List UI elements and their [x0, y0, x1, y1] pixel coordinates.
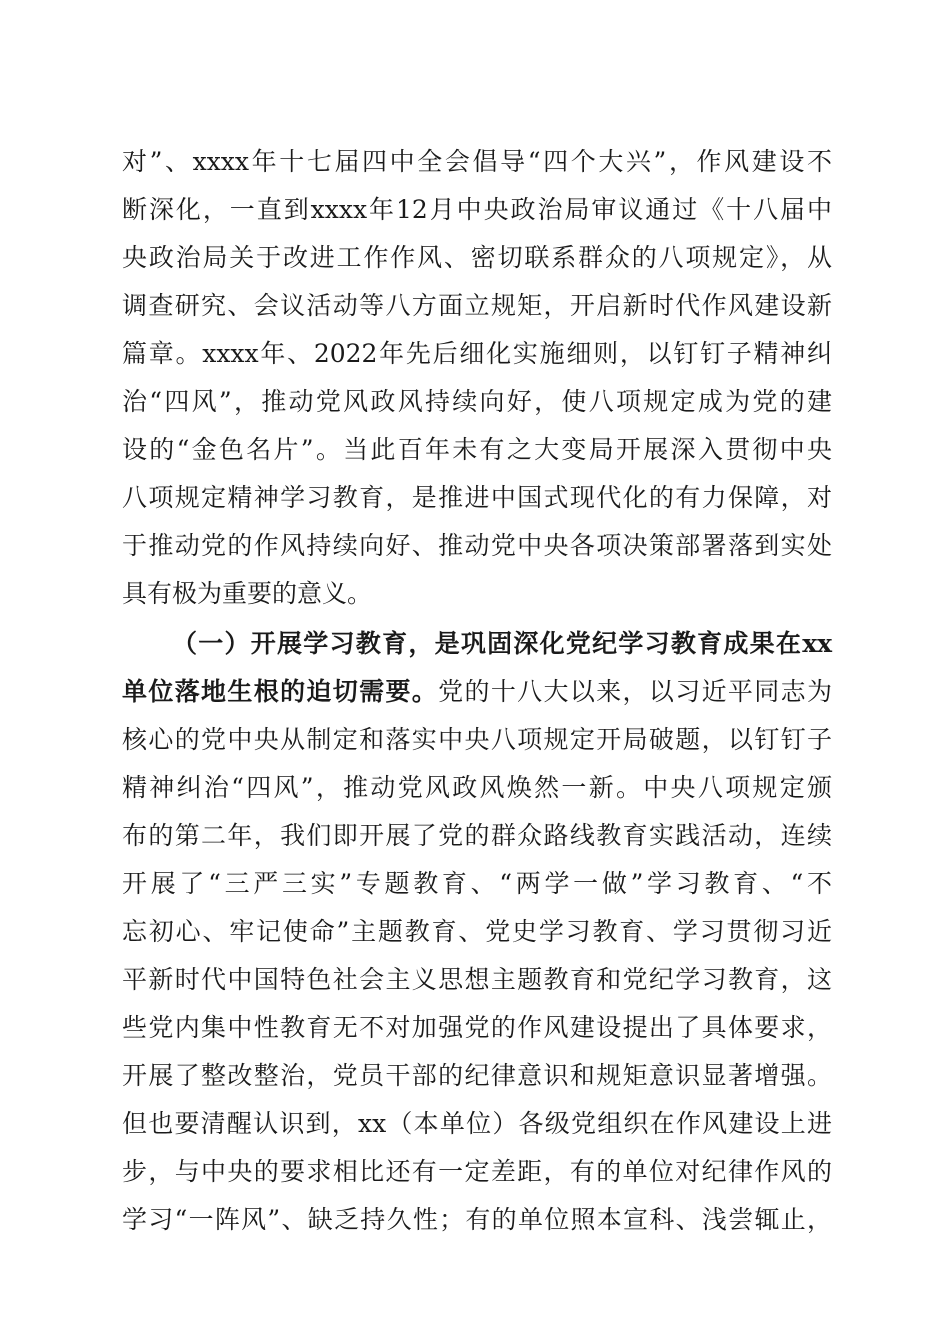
paragraph-line: 设的“金色名片”。当此百年未有之大变局开展深入贯彻中央	[122, 435, 832, 464]
paragraph-line: 断深化，一直到xxxx年12月中央政治局审议通过《十八届中	[122, 195, 832, 224]
paragraph-line: 具有极为重要的意义。	[122, 579, 373, 608]
paragraph-line: 核心的党中央从制定和落实中央八项规定开局破题，以钉钉子	[122, 725, 832, 754]
paragraph-line: 治“四风”，推动党风政风持续向好，使八项规定成为党的建	[122, 387, 832, 416]
paragraph-line: 于推动党的作风持续向好、推动党中央各项决策部署落到实处	[122, 531, 832, 560]
paragraph-line: 些党内集中性教育无不对加强党的作风建设提出了具体要求，	[122, 1013, 832, 1042]
paragraph-line	[122, 670, 832, 714]
paragraph-text: 党的十八大以来，以习近平同志为	[438, 677, 832, 706]
section-heading-continued: 单位落地生根的迫切需要。	[122, 677, 439, 706]
paragraph-line: 央政治局关于改进工作作风、密切联系群众的八项规定》，从	[122, 243, 832, 272]
paragraph-line: 开展了“三严三实”专题教育、“两学一做”学习教育、“不	[122, 869, 832, 898]
paragraph-line: 对”、xxxx年十七届四中全会倡导“四个大兴”，作风建设不	[122, 147, 832, 176]
section-heading: （一）开展学习教育，是巩固深化党纪学习教育成果在xx	[172, 629, 832, 658]
paragraph-line: 平新时代中国特色社会主义思想主题教育和党纪学习教育，这	[122, 965, 832, 994]
paragraph-line: 学习“一阵风”、缺乏持久性；有的单位照本宣科、浅尝辄止，	[122, 1205, 832, 1234]
paragraph-line: 八项规定精神学习教育，是推进中国式现代化的有力保障，对	[122, 483, 832, 512]
paragraph-line: 布的第二年，我们即开展了党的群众路线教育实践活动，连续	[122, 821, 832, 850]
paragraph-line: 步，与中央的要求相比还有一定差距，有的单位对纪律作风的	[122, 1157, 832, 1186]
paragraph-line: 但也要清醒认识到，xx（本单位）各级党组织在作风建设上进	[122, 1109, 832, 1138]
paragraph-line: 精神纠治“四风”，推动党风政风焕然一新。中央八项规定颁	[122, 773, 832, 802]
paragraph-line: 忘初心、牢记使命”主题教育、党史学习教育、学习贯彻习近	[122, 917, 832, 946]
paragraph-line: 篇章。xxxx年、2022年先后细化实施细则，以钉钉子精神纠	[122, 339, 832, 368]
paragraph-line: 调查研究、会议活动等八方面立规矩，开启新时代作风建设新	[122, 291, 832, 320]
paragraph-line: 开展了整改整治，党员干部的纪律意识和规矩意识显著增强。	[122, 1061, 832, 1090]
